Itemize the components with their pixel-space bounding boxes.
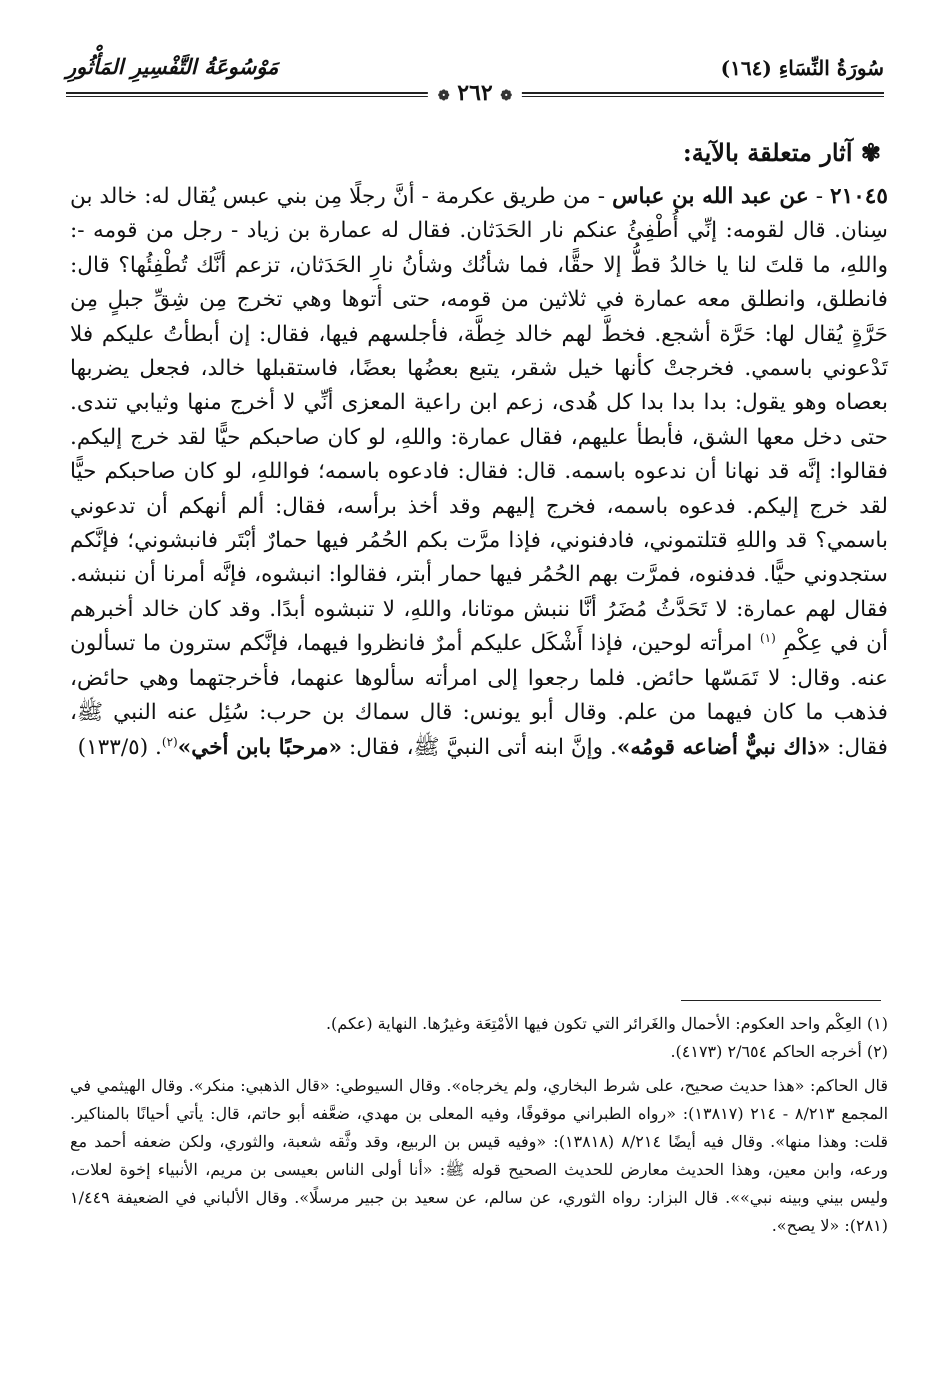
paragraph-text: . وإنَّ ابنه أتى النبيَّ ﷺ، فقال: bbox=[348, 734, 617, 760]
footnote-2-detail: قال الحاكم: «هذا حديث صحيح، على شرط البخاري، ولم يخرجاه». وقال السيوطي: «قال الذهبي: منكر». وقال الهيثمي في المجمع ٨/٢١٣ - ٢١٤ (١٣٨١٧): «رواه الطبراني موقوفًا، وفيه المعلى بن مهدي، ضعَّفه أبو حاتم، قال: يأتي أحيانًا بالمناكير. قلت: وهذا منها». وقال فيه أيضًا ٨/٢١٤ (١٣٨١٨): «وفيه قيس بن الربيع، وقد وثَّقه شعبة، والثوري، ولكن ضعفه أحمد مع ورعه، وابن معين، وهذا الحديث معارض للحديث الصحيح قوله ﷺ: «أنا أولى الناس بعيسى بن مريم، الأنبياء إخوة لعلات، وليس بيني وبينه نبي»». قال البزار: رواه الثوري، عن سالم، عن سعيد بن جبير مرسلًا». وقال الألباني في الضعيفة ١/٤٤٩ (٢٨١): «لا يصح». bbox=[70, 1076, 889, 1235]
page-header bbox=[66, 52, 884, 112]
book-title: مَوْسُوعَةُ التَّفْسِيرِ المَأْثُورِ bbox=[66, 54, 279, 79]
volume-reference: . (١٣٣/٥) bbox=[77, 734, 162, 760]
footnote-2: (٢) أخرجه الحاكم ٢/٦٥٤ (٤١٧٣). bbox=[670, 1042, 888, 1061]
section-heading bbox=[683, 138, 881, 167]
surah-title: سُورَةُ النِّسَاءِ (١٦٤) bbox=[720, 56, 884, 80]
section-title: آثار متعلقة بالآية: bbox=[682, 138, 853, 167]
ornament-icon: ❁ bbox=[500, 88, 513, 104]
main-paragraph: ٢١٠٤٥ - عن عبد الله بن عباس - من طريق عكرمة - أنَّ رجلًا مِن بني عبس يُقال له: خالد بن سِنان. قال لقومه: إنِّي أُطْفِئُ عنكم نار الحَدَثان. فقال له عمارة بن زياد - رجل من قومه -: واللهِ، ما قلتَ لنا يا خالدُ قطُّ إلا حقًّا، فما شأنُك وشأنُ نارِ الحَدَثان، تزعم أنَّك تُطْفِئُها؟ قال: فانطلق، وانطلق معه عمارة في ثلاثين من قومه، حتى أتوها وهي تخرج مِن شِقِّ جبلٍ مِن حَرَّةٍ يُقال لها: حَرَّة أشجع. فخطَّ لهم خالد خِطَّة، فأجلسهم فيها، فقال: إن أبطأتُ عليكم فلا تَدْعوني باسمي. فخرجتْ كأنها خيل شقر، يتبع بعضُها بعضًا، فاستقبلها خالد، فجعل يضربها بعصاه وهو يقول: بدا بدا بدا كل هُدى، زعم ابن راعية المعزى أنِّي لا أخرج منها وثيابي تندى. حتى دخل معها الشق، فأبطأ عليهم، فقال عمارة: واللهِ، لو كان صاحبكم حيًّا لقد خرج إليكم. فقالوا: إنَّه قد نهانا أن ندعوه باسمه. قال: فقال: فادعوه باسمه؛ فواللهِ، لو كان صاحبكم حيًّا لقد خرج إليكم. فدعوه باسمه، فخرج إليهم وقد أخذ برأسه، فقال: ألم أنهكم أن تدعوني باسمي؟ قد واللهِ قتلتموني، فادفنوني، فإذا مرَّت بكم الحُمُر فيها حمارٌ أبْتَر فانبشوني؛ فإنَّكم ستجدوني حيًّا. فدفنوه، فمرَّت بهم الحُمُر فيها حمار أبتر، فقالوا: انبشوه، فإنَّه أمرنا أن ننبشه. فقال لهم عمارة: لا تَحَدَّثُ مُضَرُ أنَّا ننبش موتانا، واللهِ، لا تنبشوه أبدًا. وقد كان خالد أخبرهم أن في عِكْمِ $^{(١)}$ امرأته لوحين، فإذا أَشْكَل عليكم أمرٌ فانظروا فيهما، فإنَّكم سترون ما تسألون عنه. وقال: لا تَمَسّها حائض. فلما رجعوا إلى امرأته سألوها عنهما، فأخرجتهما وهي حائض، فذهب ما كان فيهما من علم. وقال أبو يونس: قال سماك بن حرب: سُئِل عنه النبي ﷺ، فقال: «ذاك نبيٌّ أضاعه قومُه». وإنَّ ابنه أتى النبيَّ ﷺ، فقال: «مرحبًا بابن أخي»$^{(٢)}$. (١٣٣/٥) bbox=[70, 184, 889, 760]
footnotes bbox=[70, 1010, 888, 1240]
footnote-divider bbox=[681, 1000, 881, 1001]
hadith-quote: «مرحبًا بابن أخي» bbox=[177, 734, 343, 760]
flower-icon: ✾ bbox=[860, 138, 881, 167]
page-number: ٢٦٢ bbox=[457, 80, 493, 106]
paragraph-text: امرأته لوحين، فإذا أَشْكَل عليكم أمرٌ فانظروا فيهما، فإنَّكم سترون ما تسألون عنه. وقال: لا تَمَسّها حائض. فلما رجعوا إلى امرأته سألوها عنهما، فأخرجتهما وهي حائض، فذهب ما كان فيهما من علم. وقال أبو يونس: قال سماك بن حرب: سُئِل عنه النبي ﷺ، فقال: bbox=[70, 631, 888, 760]
page-number-box bbox=[428, 80, 522, 106]
footnote-1: (١) العِكْم واحد العكوم: الأحمال والغَرائر التي تكون فيها الأمْتِعَة وغيرُها. النهاية (عكم). bbox=[325, 1014, 888, 1033]
narrator: عن عبد الله بن عباس bbox=[612, 184, 809, 209]
paragraph-text: - من طريق عكرمة - أنَّ رجلًا مِن بني عبس يُقال له: خالد بن سِنان. قال لقومه: إنِّي أُطْفِئُ عنكم نار الحَدَثان. فقال له عمارة بن زياد - رجل من قومه -: واللهِ، ما قلتَ لنا يا خالدُ قطُّ إلا حقًّا، فما شأنُك وشأنُ نارِ الحَدَثان، تزعم أنَّك تُطْفِئُها؟ قال: فانطلق، وانطلق معه عمارة في ثلاثين من قومه، حتى أتوها وهي تخرج مِن شِقِّ جبلٍ مِن حَرَّةٍ يُقال لها: حَرَّة أشجع. فخطَّ لهم خالد خِطَّة، فأجلسهم فيها، فقال: إن أبطأتُ عليكم فلا تَدْعوني باسمي. فخرجتْ كأنها خيل شقر، يتبع بعضُها بعضًا، فاستقبلها خالد، فجعل يضربها بعصاه وهو يقول: بدا بدا بدا كل هُدى، زعم ابن راعية المعزى أنِّي لا أخرج منها وثيابي تندى. حتى دخل معها الشق، فأبطأ عليهم، فقال عمارة: واللهِ، لو كان صاحبكم حيًّا لقد خرج إليكم. فقالوا: إنَّه قد نهانا أن ندعوه باسمه. قال: فقال: فادعوه باسمه؛ فواللهِ، لو كان صاحبكم حيًّا لقد خرج إليكم. فدعوه باسمه، فخرج إليهم وقد أخذ برأسه، فقال: ألم أنهكم أن تدعوني باسمي؟ قد واللهِ قتلتموني، فادفنوني، فإذا مرَّت بكم الحُمُر فيها حمارٌ أبْتَر فانبشوني؛ فإنَّكم ستجدوني حيًّا. فدفنوه، فمرَّت بهم الحُمُر فيها حمار أبتر، فقالوا: انبشوه، فإنَّه أمرنا أن ننبشه. فقال لهم عمارة: لا تَحَدَّثُ مُضَرُ أنَّا ننبش موتانا، واللهِ، لا تنبشوه أبدًا. وقد كان خالد أخبرهم أن في عِكْمِ bbox=[70, 184, 888, 657]
hadith-quote: «ذاك نبيٌّ أضاعه قومُه» bbox=[616, 734, 831, 760]
footnote-ref[interactable]: (٢) bbox=[161, 734, 178, 749]
paragraph-number: ٢١٠٤٥ bbox=[830, 184, 889, 209]
ornament-icon: ❁ bbox=[437, 88, 450, 104]
footnote-ref[interactable]: (١) bbox=[759, 631, 776, 646]
